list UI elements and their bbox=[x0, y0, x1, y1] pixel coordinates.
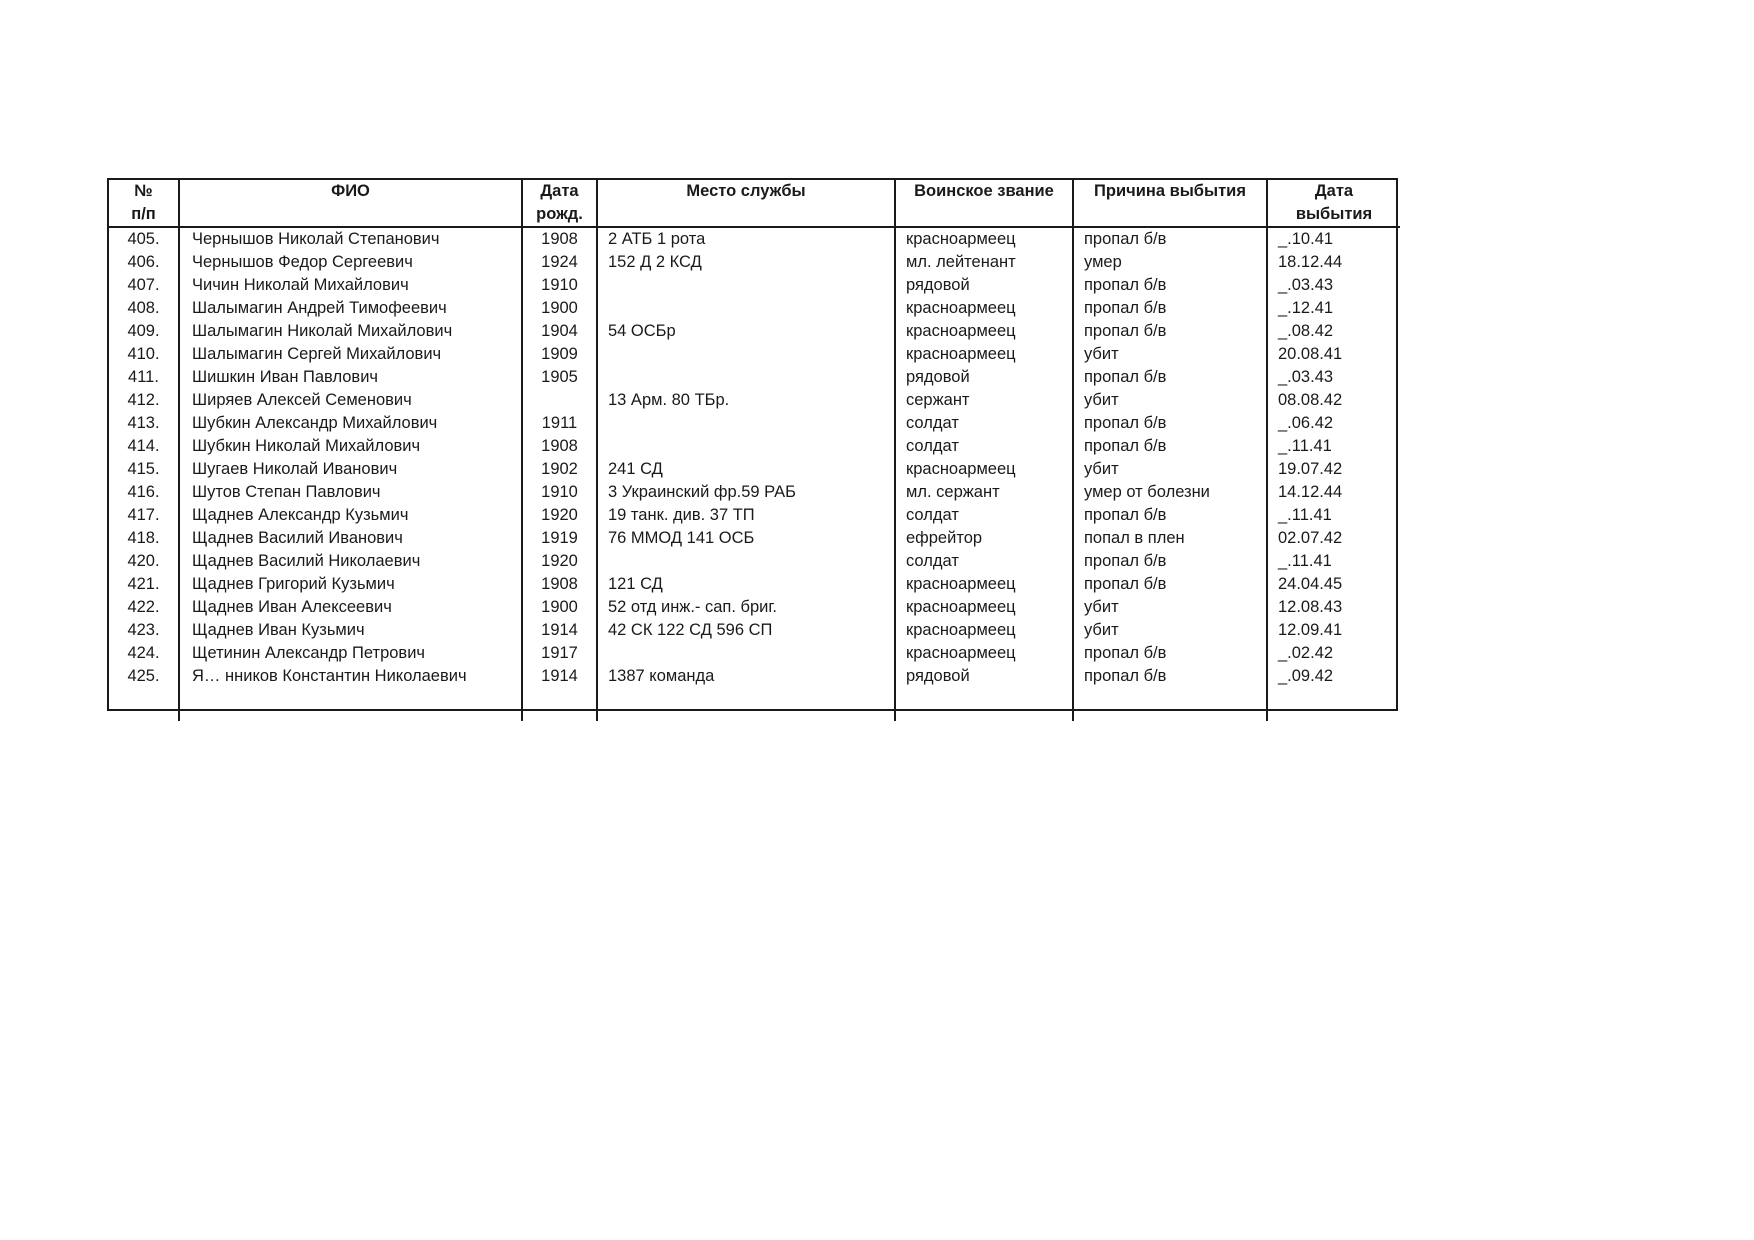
cell-rank: солдат bbox=[895, 412, 1073, 435]
cell-service-place: 121 СД bbox=[597, 573, 895, 596]
cell-num: 406. bbox=[127, 253, 160, 271]
cell-birth-year: 1908 bbox=[522, 435, 597, 458]
cell-name: Ширяев Алексей Семенович bbox=[179, 389, 522, 412]
table-row bbox=[109, 320, 1400, 343]
cell-birth-year: 1920 bbox=[522, 550, 597, 573]
cell-reason: пропал б/в bbox=[1073, 366, 1267, 389]
cell-service-place: 52 отд инж.- сап. бриг. bbox=[597, 596, 895, 619]
header-place: Место службы bbox=[597, 180, 895, 227]
cell-rank: красноармеец bbox=[895, 297, 1073, 320]
filler-cell bbox=[109, 688, 179, 721]
cell-service-place: 54 ОСБр bbox=[597, 320, 895, 343]
table-row bbox=[109, 251, 1400, 274]
cell-service-place: 3 Украинский фр.59 РАБ bbox=[597, 481, 895, 504]
cell-rank: красноармеец bbox=[895, 642, 1073, 665]
cell-birth-year: 1905 bbox=[522, 366, 597, 389]
cell-service-place bbox=[597, 297, 895, 320]
cell-date: _.03.43 bbox=[1267, 366, 1400, 389]
cell-date: _.11.41 bbox=[1267, 435, 1400, 458]
cell-birth-year: 1914 bbox=[522, 665, 597, 688]
cell-date: _.03.43 bbox=[1267, 274, 1400, 297]
table-row bbox=[109, 227, 1400, 251]
cell-rank: красноармеец bbox=[895, 458, 1073, 481]
header-birth-line1: Дата bbox=[540, 182, 579, 200]
cell-name: Чернышов Федор Сергеевич bbox=[179, 251, 522, 274]
cell-birth-year: 1910 bbox=[522, 481, 597, 504]
cell-name: Щаднев Василий Николаевич bbox=[179, 550, 522, 573]
cell-num: 410. bbox=[127, 345, 160, 363]
cell-name: Щаднев Григорий Кузьмич bbox=[179, 573, 522, 596]
cell-num: 409. bbox=[127, 322, 160, 340]
cell-name: Шалымагин Андрей Тимофеевич bbox=[179, 297, 522, 320]
cell-birth-year: 1900 bbox=[522, 297, 597, 320]
cell-service-place: 13 Арм. 80 ТБр. bbox=[597, 389, 895, 412]
cell-num: 405. bbox=[127, 230, 160, 248]
header-num-line2: п/п bbox=[131, 205, 156, 223]
cell-date: 02.07.42 bbox=[1267, 527, 1400, 550]
table-header bbox=[109, 180, 1400, 227]
cell-date: _.09.42 bbox=[1267, 665, 1400, 688]
cell-name: Щетинин Александр Петрович bbox=[179, 642, 522, 665]
cell-num: 413. bbox=[127, 414, 160, 432]
cell-service-place bbox=[597, 412, 895, 435]
header-birth bbox=[522, 180, 597, 227]
cell-service-place: 42 СК 122 СД 596 СП bbox=[597, 619, 895, 642]
cell-reason: пропал б/в bbox=[1073, 642, 1267, 665]
cell-reason: умер bbox=[1073, 251, 1267, 274]
cell-num: 421. bbox=[127, 575, 160, 593]
header-num-line1: № bbox=[134, 182, 153, 200]
header-date bbox=[1267, 180, 1400, 227]
cell-name: Шугаев Николай Иванович bbox=[179, 458, 522, 481]
header-rank: Воинское звание bbox=[895, 180, 1073, 227]
cell-service-place bbox=[597, 274, 895, 297]
cell-service-place: 19 танк. див. 37 ТП bbox=[597, 504, 895, 527]
cell-num: 407. bbox=[127, 276, 160, 294]
cell-date: _.10.41 bbox=[1267, 227, 1400, 251]
header-date-line2: выбытия bbox=[1295, 205, 1373, 223]
cell-num: 424. bbox=[127, 644, 160, 662]
cell-num: 418. bbox=[127, 529, 160, 547]
cell-service-place: 152 Д 2 КСД bbox=[597, 251, 895, 274]
cell-num: 416. bbox=[127, 483, 160, 501]
cell-reason: пропал б/в bbox=[1073, 274, 1267, 297]
table-row bbox=[109, 619, 1400, 642]
cell-reason: пропал б/в bbox=[1073, 297, 1267, 320]
cell-service-place: 76 ММОД 141 ОСБ bbox=[597, 527, 895, 550]
cell-service-place bbox=[597, 642, 895, 665]
cell-reason: пропал б/в bbox=[1073, 227, 1267, 251]
table-row bbox=[109, 596, 1400, 619]
casualty-table bbox=[107, 178, 1398, 711]
table-row bbox=[109, 274, 1400, 297]
cell-rank: красноармеец bbox=[895, 573, 1073, 596]
cell-reason: пропал б/в bbox=[1073, 435, 1267, 458]
cell-name: Шалымагин Николай Михайлович bbox=[179, 320, 522, 343]
table-row bbox=[109, 389, 1400, 412]
cell-num: 412. bbox=[127, 391, 160, 409]
table-body bbox=[109, 227, 1400, 721]
cell-rank: сержант bbox=[895, 389, 1073, 412]
cell-rank: солдат bbox=[895, 504, 1073, 527]
cell-name: Шутов Степан Павлович bbox=[179, 481, 522, 504]
cell-rank: красноармеец bbox=[895, 619, 1073, 642]
cell-num: 425. bbox=[127, 667, 160, 685]
cell-name: Шалымагин Сергей Михайлович bbox=[179, 343, 522, 366]
cell-rank: рядовой bbox=[895, 274, 1073, 297]
table-row bbox=[109, 343, 1400, 366]
cell-name: Щаднев Иван Алексеевич bbox=[179, 596, 522, 619]
cell-birth-year: 1909 bbox=[522, 343, 597, 366]
cell-num: 422. bbox=[127, 598, 160, 616]
cell-rank: солдат bbox=[895, 435, 1073, 458]
cell-date: _.02.42 bbox=[1267, 642, 1400, 665]
cell-num: 415. bbox=[127, 460, 160, 478]
cell-birth-year: 1920 bbox=[522, 504, 597, 527]
cell-num: 411. bbox=[128, 368, 159, 386]
cell-service-place bbox=[597, 550, 895, 573]
cell-date: _.06.42 bbox=[1267, 412, 1400, 435]
cell-date: 18.12.44 bbox=[1267, 251, 1400, 274]
header-row bbox=[109, 180, 1400, 227]
cell-reason: убит bbox=[1073, 389, 1267, 412]
cell-date: 24.04.45 bbox=[1267, 573, 1400, 596]
cell-name: Щаднев Василий Иванович bbox=[179, 527, 522, 550]
cell-birth-year: 1924 bbox=[522, 251, 597, 274]
filler-cell bbox=[1073, 688, 1267, 721]
filler-cell bbox=[895, 688, 1073, 721]
cell-service-place bbox=[597, 343, 895, 366]
cell-num: 423. bbox=[127, 621, 160, 639]
cell-name: Шишкин Иван Павлович bbox=[179, 366, 522, 389]
casualty-table-grid bbox=[109, 180, 1400, 721]
cell-name: Шубкин Николай Михайлович bbox=[179, 435, 522, 458]
cell-birth-year: 1908 bbox=[522, 573, 597, 596]
cell-rank: красноармеец bbox=[895, 343, 1073, 366]
cell-reason: пропал б/в bbox=[1073, 573, 1267, 596]
header-birth-line2: рожд. bbox=[536, 205, 583, 223]
cell-reason: попал в плен bbox=[1073, 527, 1267, 550]
cell-service-place: 241 СД bbox=[597, 458, 895, 481]
table-row bbox=[109, 665, 1400, 688]
cell-birth-year: 1904 bbox=[522, 320, 597, 343]
cell-name: Я… нников Константин Николаевич bbox=[179, 665, 522, 688]
cell-date: 20.08.41 bbox=[1267, 343, 1400, 366]
cell-name: Шубкин Александр Михайлович bbox=[179, 412, 522, 435]
table-row bbox=[109, 504, 1400, 527]
cell-service-place: 2 АТБ 1 рота bbox=[597, 227, 895, 251]
table-row bbox=[109, 550, 1400, 573]
cell-date: 12.08.43 bbox=[1267, 596, 1400, 619]
cell-reason: пропал б/в bbox=[1073, 550, 1267, 573]
table-row bbox=[109, 573, 1400, 596]
table-row bbox=[109, 412, 1400, 435]
cell-rank: мл. лейтенант bbox=[895, 251, 1073, 274]
cell-reason: пропал б/в bbox=[1073, 504, 1267, 527]
cell-date: 14.12.44 bbox=[1267, 481, 1400, 504]
header-date-line1: Дата bbox=[1314, 182, 1354, 200]
table-row bbox=[109, 527, 1400, 550]
cell-rank: красноармеец bbox=[895, 320, 1073, 343]
cell-name: Щаднев Иван Кузьмич bbox=[179, 619, 522, 642]
cell-date: 12.09.41 bbox=[1267, 619, 1400, 642]
cell-name: Щаднев Александр Кузьмич bbox=[179, 504, 522, 527]
cell-reason: убит bbox=[1073, 619, 1267, 642]
cell-birth-year bbox=[522, 389, 597, 412]
cell-service-place bbox=[597, 435, 895, 458]
cell-date: _.11.41 bbox=[1267, 504, 1400, 527]
cell-service-place bbox=[597, 366, 895, 389]
cell-num: 420. bbox=[127, 552, 160, 570]
table-row bbox=[109, 481, 1400, 504]
cell-birth-year: 1919 bbox=[522, 527, 597, 550]
cell-name: Чичин Николай Михайлович bbox=[179, 274, 522, 297]
table-filler-row bbox=[109, 688, 1400, 721]
table-row bbox=[109, 458, 1400, 481]
cell-reason: умер от болезни bbox=[1073, 481, 1267, 504]
header-reason: Причина выбытия bbox=[1073, 180, 1267, 227]
filler-cell bbox=[1267, 688, 1400, 721]
filler-cell bbox=[179, 688, 522, 721]
cell-date: _.11.41 bbox=[1267, 550, 1400, 573]
header-name: ФИО bbox=[179, 180, 522, 227]
cell-rank: красноармеец bbox=[895, 227, 1073, 251]
cell-date: _.12.41 bbox=[1267, 297, 1400, 320]
header-num bbox=[109, 180, 179, 227]
cell-num: 408. bbox=[127, 299, 160, 317]
cell-num: 414. bbox=[127, 437, 160, 455]
cell-rank: рядовой bbox=[895, 366, 1073, 389]
cell-reason: пропал б/в bbox=[1073, 665, 1267, 688]
cell-birth-year: 1908 bbox=[522, 227, 597, 251]
cell-birth-year: 1917 bbox=[522, 642, 597, 665]
cell-service-place: 1387 команда bbox=[597, 665, 895, 688]
cell-birth-year: 1910 bbox=[522, 274, 597, 297]
cell-rank: рядовой bbox=[895, 665, 1073, 688]
cell-birth-year: 1902 bbox=[522, 458, 597, 481]
cell-rank: солдат bbox=[895, 550, 1073, 573]
cell-rank: мл. сержант bbox=[895, 481, 1073, 504]
cell-reason: убит bbox=[1073, 596, 1267, 619]
table-row bbox=[109, 366, 1400, 389]
table-row bbox=[109, 435, 1400, 458]
cell-birth-year: 1911 bbox=[522, 412, 597, 435]
table-row bbox=[109, 297, 1400, 320]
cell-date: 19.07.42 bbox=[1267, 458, 1400, 481]
cell-name: Чернышов Николай Степанович bbox=[179, 227, 522, 251]
cell-birth-year: 1900 bbox=[522, 596, 597, 619]
cell-date: 08.08.42 bbox=[1267, 389, 1400, 412]
cell-reason: убит bbox=[1073, 343, 1267, 366]
cell-rank: ефрейтор bbox=[895, 527, 1073, 550]
cell-date: _.08.42 bbox=[1267, 320, 1400, 343]
cell-reason: убит bbox=[1073, 458, 1267, 481]
cell-reason: пропал б/в bbox=[1073, 320, 1267, 343]
cell-reason: пропал б/в bbox=[1073, 412, 1267, 435]
table-row bbox=[109, 642, 1400, 665]
cell-birth-year: 1914 bbox=[522, 619, 597, 642]
cell-num: 417. bbox=[127, 506, 160, 524]
filler-cell bbox=[522, 688, 597, 721]
cell-rank: красноармеец bbox=[895, 596, 1073, 619]
filler-cell bbox=[597, 688, 895, 721]
